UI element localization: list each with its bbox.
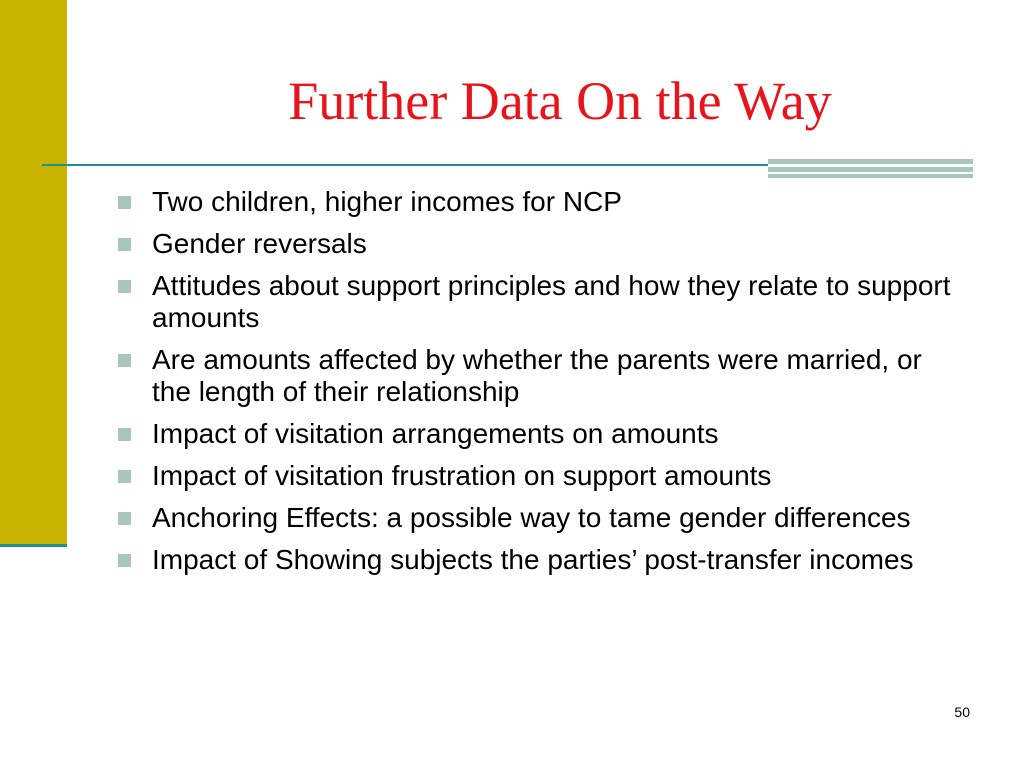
square-bullet-icon (118, 280, 131, 293)
bullet-list (116, 186, 966, 586)
bullet-item (116, 270, 966, 334)
square-bullet-icon (118, 554, 131, 567)
bullet-item (116, 544, 966, 576)
bullet-text: Impact of visitation arrangements on amounts (152, 418, 719, 449)
title-divider (42, 164, 768, 166)
bullet-text: Impact of visitation frustration on support amounts (152, 460, 772, 491)
bullet-text: Are amounts affected by whether the parents were married, or the length of their relationship (152, 344, 922, 407)
left-accent-line (0, 544, 67, 547)
left-accent-bar (0, 0, 67, 544)
bullet-item (116, 186, 966, 218)
square-bullet-icon (118, 470, 131, 483)
bullet-item (116, 502, 966, 534)
bullet-item (116, 228, 966, 260)
square-bullet-icon (118, 238, 131, 251)
square-bullet-icon (118, 354, 131, 367)
title-divider-block (768, 159, 973, 179)
square-bullet-icon (118, 196, 131, 209)
square-bullet-icon (118, 512, 131, 525)
divider-stripe (768, 174, 973, 178)
square-bullet-icon (118, 428, 131, 441)
bullet-text: Impact of Showing subjects the parties’ post-transfer incomes (152, 544, 914, 575)
bullet-text: Two children, higher incomes for NCP (152, 186, 622, 217)
page-number: 50 (954, 704, 970, 720)
divider-stripe (768, 159, 973, 164)
bullet-item (116, 344, 966, 408)
slide-title: Further Data On the Way (288, 71, 832, 131)
bullet-item (116, 418, 966, 450)
bullet-item (116, 460, 966, 492)
bullet-text: Gender reversals (152, 228, 367, 259)
bullet-text: Attitudes about support principles and how they relate to support amounts (152, 270, 951, 333)
divider-stripe (768, 167, 973, 172)
bullet-text: Anchoring Effects: a possible way to tame gender differences (152, 502, 911, 533)
